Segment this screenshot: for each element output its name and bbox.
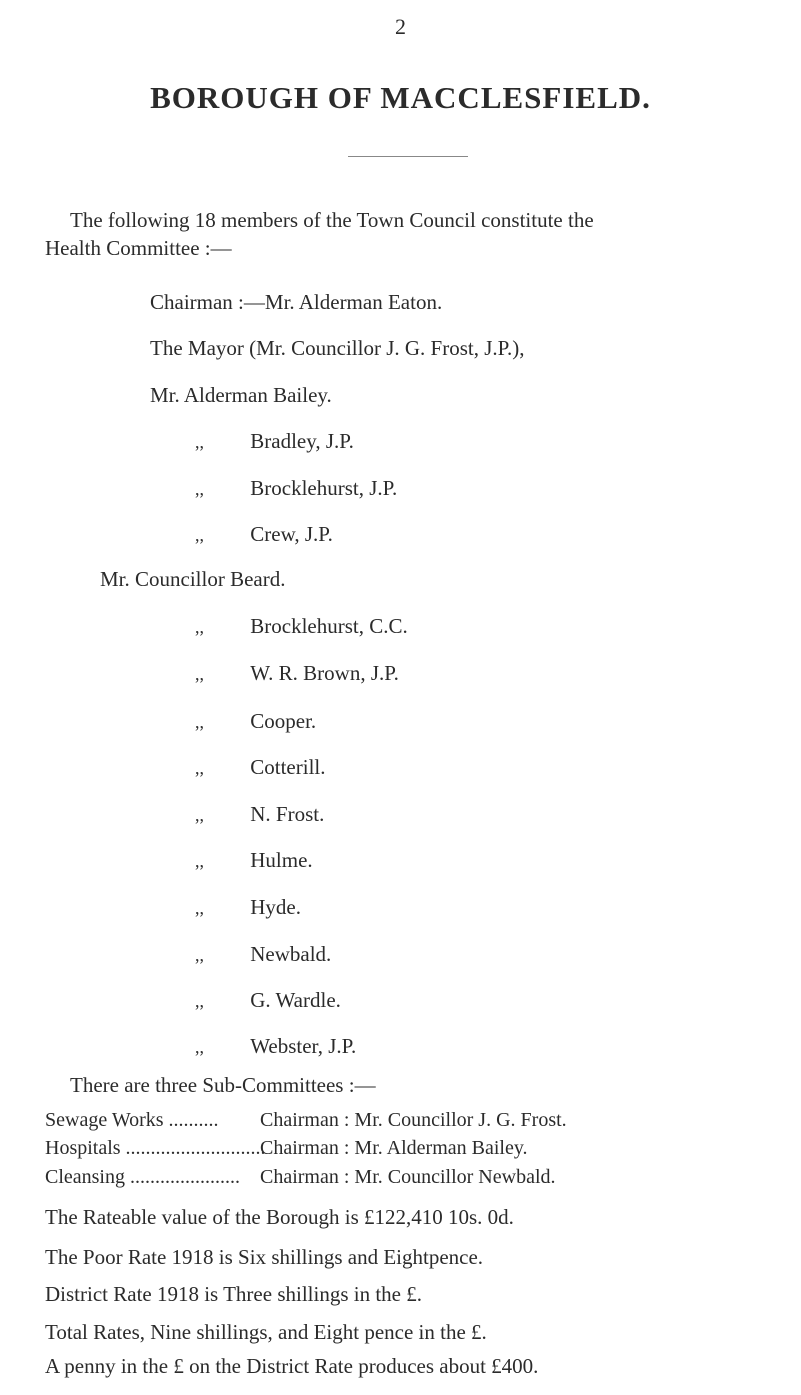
ditto-mark: ,, (195, 991, 204, 1011)
alderman-entry (195, 476, 397, 501)
councillor-heading: Mr. Councillor Beard. (100, 567, 286, 591)
subcommittee-row (45, 1137, 795, 1160)
member-name: Crew, J.P. (250, 522, 333, 546)
ditto-mark: ,, (195, 432, 204, 452)
member-name: N. Frost. (250, 802, 325, 826)
member-name: Brocklehurst, C.C. (250, 614, 408, 638)
councillor-entry (195, 755, 326, 780)
councillor-entry (195, 661, 399, 686)
councillor-entry (195, 895, 301, 920)
member-name: W. R. Brown, J.P. (250, 661, 399, 685)
mayor-line: The Mayor (Mr. Councillor J. G. Frost, J.P.), (150, 336, 525, 360)
councillor-entry (195, 848, 313, 873)
ditto-mark: ,, (195, 898, 204, 918)
alderman-entry (195, 522, 333, 547)
member-name: Newbald. (250, 942, 332, 966)
subcommittee-chairman: Chairman : Mr. Councillor Newbald. (260, 1166, 556, 1188)
member-name: Hulme. (250, 848, 313, 872)
member-name: Cotterill. (250, 755, 326, 779)
member-name: Hyde. (250, 895, 301, 919)
ditto-mark: ,, (195, 525, 204, 545)
ditto-mark: ,, (195, 758, 204, 778)
subcommittee-name: Cleansing ...................... (45, 1166, 240, 1188)
councillor-entry (195, 802, 324, 827)
intro-line-2: Health Committee :— (45, 236, 232, 260)
councillor-entry (195, 614, 408, 639)
ditto-mark: ,, (195, 617, 204, 637)
councillor-entry (195, 988, 341, 1013)
ditto-mark: ,, (195, 1037, 204, 1057)
committee-chairman: Chairman :—Mr. Alderman Eaton. (150, 290, 443, 314)
title-divider (348, 156, 468, 157)
ditto-mark: ,, (195, 805, 204, 825)
alderman-entry (195, 429, 354, 454)
page-number: 2 (395, 14, 406, 39)
total-rates: Total Rates, Nine shillings, and Eight pence in the £. (45, 1320, 487, 1344)
subcommittee-chairman: Chairman : Mr. Councillor J. G. Frost. (260, 1109, 567, 1131)
rateable-value: The Rateable value of the Borough is £122,410 10s. 0d. (45, 1205, 514, 1229)
councillor-entry (195, 942, 331, 967)
alderman-heading: Mr. Alderman Bailey. (150, 383, 332, 407)
subcommittee-row (45, 1109, 795, 1132)
ditto-mark: ,, (195, 664, 204, 684)
councillor-entry (195, 709, 316, 734)
intro-line-1: The following 18 members of the Town Council constitute the (70, 208, 594, 232)
member-name: G. Wardle. (250, 988, 341, 1012)
ditto-mark: ,, (195, 712, 204, 732)
subcommittees-intro: There are three Sub-Committees :— (70, 1073, 376, 1097)
ditto-mark: ,, (195, 479, 204, 499)
member-name: Bradley, J.P. (250, 429, 354, 453)
member-name: Cooper. (250, 709, 317, 733)
poor-rate: The Poor Rate 1918 is Six shillings and Eightpence. (45, 1245, 484, 1269)
subcommittee-name: Hospitals ............................ (45, 1137, 266, 1159)
penny-rate: A penny in the £ on the District Rate produces about £400. (45, 1354, 539, 1378)
ditto-mark: ,, (195, 945, 204, 965)
ditto-mark: ,, (195, 851, 204, 871)
councillor-entry (195, 1034, 356, 1059)
district-rate: District Rate 1918 is Three shillings in the £. (45, 1282, 422, 1306)
subcommittee-name: Sewage Works .......... (45, 1109, 219, 1131)
member-name: Brocklehurst, J.P. (250, 476, 398, 500)
subcommittee-row (45, 1166, 795, 1189)
page-title: BOROUGH OF MACCLESFIELD. (150, 80, 651, 115)
subcommittee-chairman: Chairman : Mr. Alderman Bailey. (260, 1137, 528, 1159)
member-name: Webster, J.P. (250, 1034, 357, 1058)
